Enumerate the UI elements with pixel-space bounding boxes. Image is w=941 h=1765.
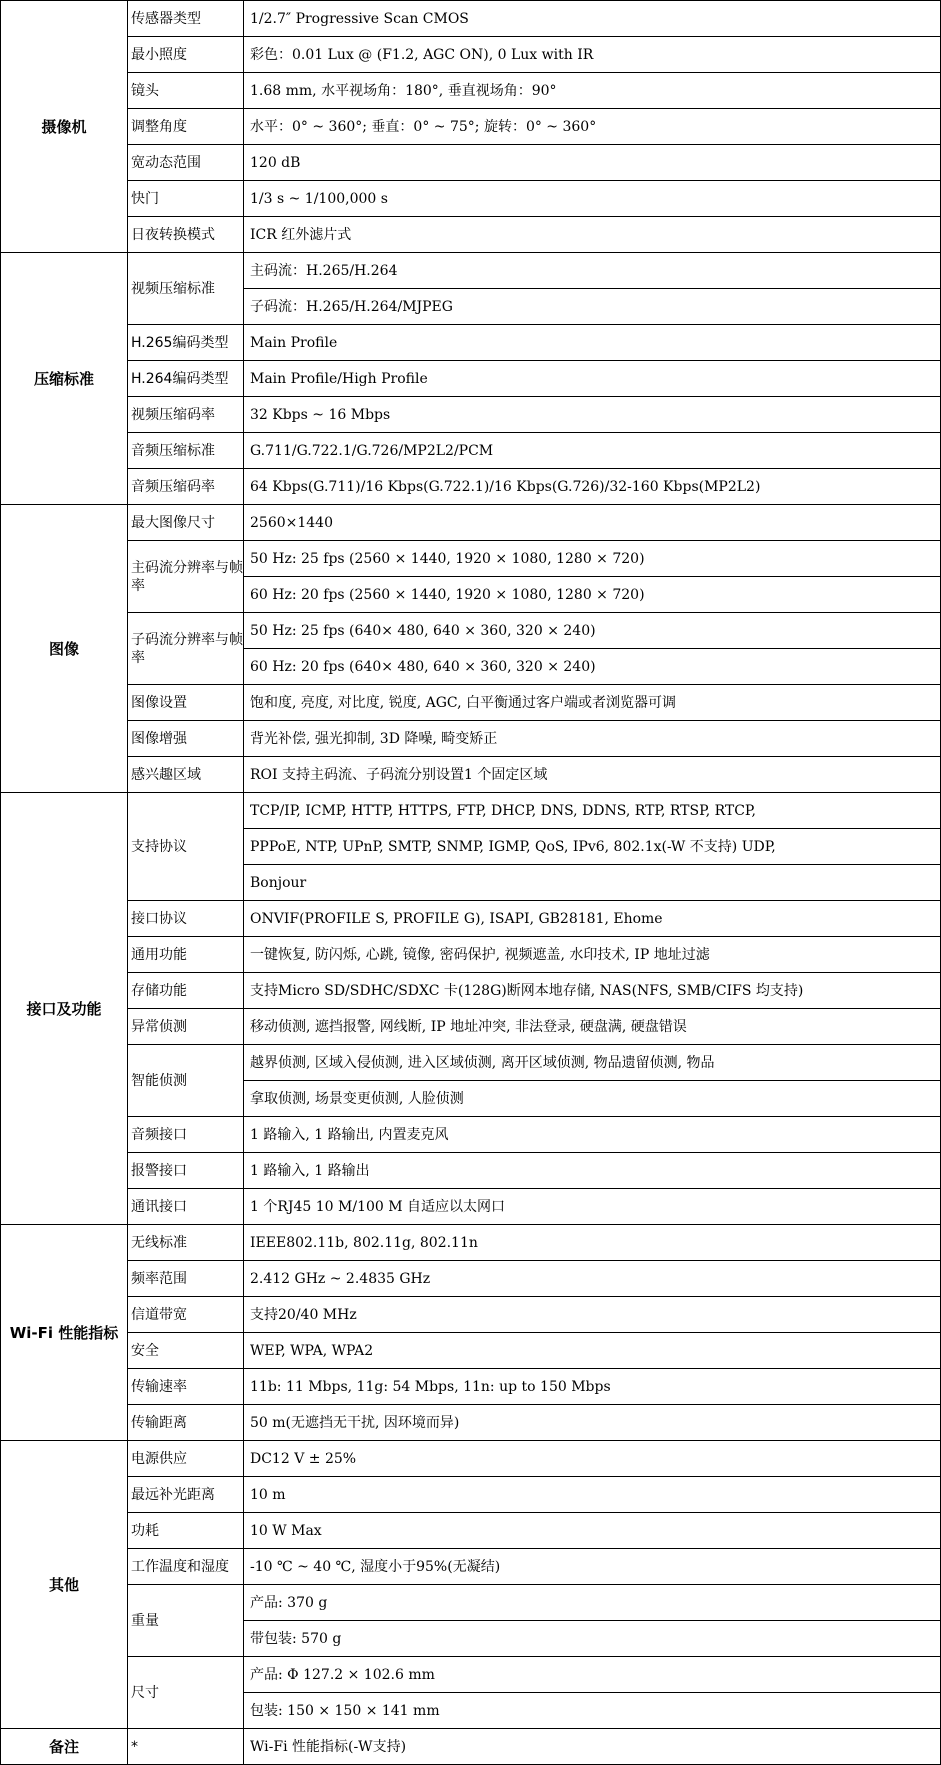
spec-row [1,1189,941,1225]
spec-value: PPPoE, NTP, UPnP, SMTP, SNMP, IGMP, QoS, IPv6, 802.1x(-W 不支持) UDP, [244,829,941,865]
spec-row [1,37,941,73]
spec-row [1,613,941,649]
spec-label: H.264编码类型 [128,361,244,397]
spec-label: H.265编码类型 [128,325,244,361]
spec-row [1,1045,941,1081]
spec-label: 调整角度 [128,109,244,145]
spec-row [1,1297,941,1333]
spec-label: 传输距离 [128,1405,244,1441]
spec-value: 1 个RJ45 10 M/100 M 自适应以太网口 [244,1189,941,1225]
spec-label: 智能侦测 [128,1045,244,1117]
spec-value: 32 Kbps ~ 16 Mbps [244,397,941,433]
spec-row [1,973,941,1009]
spec-row [1,1117,941,1153]
spec-value: ONVIF(PROFILE S, PROFILE G), ISAPI, GB28181, Ehome [244,901,941,937]
spec-value: ICR 红外滤片式 [244,217,941,253]
spec-label: * [128,1729,244,1765]
spec-value: 2.412 GHz ~ 2.4835 GHz [244,1261,941,1297]
spec-label: 传输速率 [128,1369,244,1405]
spec-row [1,397,941,433]
spec-value: G.711/G.722.1/G.726/MP2L2/PCM [244,433,941,469]
spec-label: 音频压缩标准 [128,433,244,469]
spec-value: 拿取侦测, 场景变更侦测, 人脸侦测 [244,1081,941,1117]
spec-value: 50 m(无遮挡无干扰, 因环境而异) [244,1405,941,1441]
spec-label: 视频压缩码率 [128,397,244,433]
spec-label: 存储功能 [128,973,244,1009]
spec-value: 包装: 150 × 150 × 141 mm [244,1693,941,1729]
spec-row [1,757,941,793]
spec-row [1,433,941,469]
section-title: 备注 [1,1729,128,1765]
spec-value: 50 Hz: 25 fps (2560 × 1440, 1920 × 1080, 1280 × 720) [244,541,941,577]
spec-row [1,721,941,757]
spec-label: 镜头 [128,73,244,109]
spec-value: Wi-Fi 性能指标(-W支持) [244,1729,941,1765]
spec-label: 工作温度和湿度 [128,1549,244,1585]
section-title: Wi-Fi 性能指标 [1,1225,128,1441]
spec-value: WEP, WPA, WPA2 [244,1333,941,1369]
spec-value: 水平：0° ~ 360°; 垂直：0° ~ 75°; 旋转：0° ~ 360° [244,109,941,145]
spec-label: 宽动态范围 [128,145,244,181]
section-title: 图像 [1,505,128,793]
spec-label: 图像设置 [128,685,244,721]
spec-value: 1 路输入, 1 路输出, 内置麦克风 [244,1117,941,1153]
spec-value: 10 W Max [244,1513,941,1549]
spec-value: 60 Hz: 20 fps (640× 480, 640 × 360, 320 × 240) [244,649,941,685]
spec-value: -10 ℃ ~ 40 ℃, 湿度小于95%(无凝结) [244,1549,941,1585]
spec-value: 1.68 mm, 水平视场角：180°, 垂直视场角：90° [244,73,941,109]
spec-label: 安全 [128,1333,244,1369]
spec-value: 子码流：H.265/H.264/MJPEG [244,289,941,325]
spec-value: 一键恢复, 防闪烁, 心跳, 镜像, 密码保护, 视频遮盖, 水印技术, IP 地址过滤 [244,937,941,973]
spec-row [1,1549,941,1585]
section-title: 压缩标准 [1,253,128,505]
spec-row [1,1369,941,1405]
spec-value: 越界侦测, 区域入侵侦测, 进入区域侦测, 离开区域侦测, 物品遗留侦测, 物品 [244,1045,941,1081]
spec-label: 通讯接口 [128,1189,244,1225]
spec-label: 最小照度 [128,37,244,73]
spec-row [1,937,941,973]
spec-label: 支持协议 [128,793,244,901]
spec-label: 重量 [128,1585,244,1657]
spec-row [1,217,941,253]
spec-row [1,1225,941,1261]
spec-row [1,793,941,829]
spec-row [1,1405,941,1441]
spec-row [1,1333,941,1369]
spec-label: 子码流分辨率与帧率 [128,613,244,685]
spec-row [1,325,941,361]
spec-row [1,1261,941,1297]
spec-value: 1 路输入, 1 路输出 [244,1153,941,1189]
spec-label: 感兴趣区域 [128,757,244,793]
spec-row [1,181,941,217]
spec-row [1,1477,941,1513]
spec-value: 60 Hz: 20 fps (2560 × 1440, 1920 × 1080, 1280 × 720) [244,577,941,613]
spec-value: DC12 V ± 25% [244,1441,941,1477]
spec-row [1,1,941,37]
spec-value: 带包装: 570 g [244,1621,941,1657]
spec-label: 传感器类型 [128,1,244,37]
spec-label: 音频压缩码率 [128,469,244,505]
spec-row [1,253,941,289]
spec-value: 10 m [244,1477,941,1513]
spec-row [1,505,941,541]
spec-label: 接口协议 [128,901,244,937]
spec-label: 快门 [128,181,244,217]
spec-value: TCP/IP, ICMP, HTTP, HTTPS, FTP, DHCP, DNS, DDNS, RTP, RTSP, RTCP, [244,793,941,829]
spec-value: Main Profile [244,325,941,361]
section-title: 其他 [1,1441,128,1729]
spec-label: 主码流分辨率与帧率 [128,541,244,613]
spec-label: 异常侦测 [128,1009,244,1045]
spec-row [1,1513,941,1549]
spec-table-body [1,1,941,1765]
spec-row [1,685,941,721]
spec-label: 视频压缩标准 [128,253,244,325]
spec-value: 50 Hz: 25 fps (640× 480, 640 × 360, 320 × 240) [244,613,941,649]
spec-label: 无线标准 [128,1225,244,1261]
spec-value: 1/3 s ~ 1/100,000 s [244,181,941,217]
spec-label: 音频接口 [128,1117,244,1153]
spec-label: 通用功能 [128,937,244,973]
spec-value: Main Profile/High Profile [244,361,941,397]
section-title: 接口及功能 [1,793,128,1225]
spec-row [1,1441,941,1477]
spec-value: 饱和度, 亮度, 对比度, 锐度, AGC, 白平衡通过客户端或者浏览器可调 [244,685,941,721]
spec-row [1,1153,941,1189]
spec-value: 2560×1440 [244,505,941,541]
spec-label: 最远补光距离 [128,1477,244,1513]
spec-row [1,901,941,937]
spec-row [1,1729,941,1765]
spec-value: 1/2.7″ Progressive Scan CMOS [244,1,941,37]
spec-label: 功耗 [128,1513,244,1549]
spec-value: 彩色：0.01 Lux @ (F1.2, AGC ON), 0 Lux with IR [244,37,941,73]
spec-value: 产品: 370 g [244,1585,941,1621]
spec-label: 报警接口 [128,1153,244,1189]
spec-row [1,109,941,145]
spec-label: 日夜转换模式 [128,217,244,253]
spec-value: 支持Micro SD/SDHC/SDXC 卡(128G)断网本地存储, NAS(NFS, SMB/CIFS 均支持) [244,973,941,1009]
spec-row [1,361,941,397]
spec-value: 11b: 11 Mbps, 11g: 54 Mbps, 11n: up to 150 Mbps [244,1369,941,1405]
spec-label: 图像增强 [128,721,244,757]
spec-value: IEEE802.11b, 802.11g, 802.11n [244,1225,941,1261]
spec-value: Bonjour [244,865,941,901]
spec-value: 支持20/40 MHz [244,1297,941,1333]
spec-row [1,469,941,505]
spec-label: 信道带宽 [128,1297,244,1333]
spec-row [1,73,941,109]
spec-value: 64 Kbps(G.711)/16 Kbps(G.722.1)/16 Kbps(G.726)/32-160 Kbps(MP2L2) [244,469,941,505]
spec-value: 主码流：H.265/H.264 [244,253,941,289]
section-title: 摄像机 [1,1,128,253]
spec-row [1,1009,941,1045]
spec-value: 120 dB [244,145,941,181]
spec-row [1,1657,941,1693]
spec-row [1,541,941,577]
spec-row [1,145,941,181]
spec-label: 频率范围 [128,1261,244,1297]
spec-value: 移动侦测, 遮挡报警, 网线断, IP 地址冲突, 非法登录, 硬盘满, 硬盘错误 [244,1009,941,1045]
spec-value: 背光补偿, 强光抑制, 3D 降噪, 畸变矫正 [244,721,941,757]
spec-label: 尺寸 [128,1657,244,1729]
spec-label: 最大图像尺寸 [128,505,244,541]
spec-label: 电源供应 [128,1441,244,1477]
spec-row [1,1585,941,1621]
spec-value: 产品: Φ 127.2 × 102.6 mm [244,1657,941,1693]
spec-value: ROI 支持主码流、子码流分别设置1 个固定区域 [244,757,941,793]
